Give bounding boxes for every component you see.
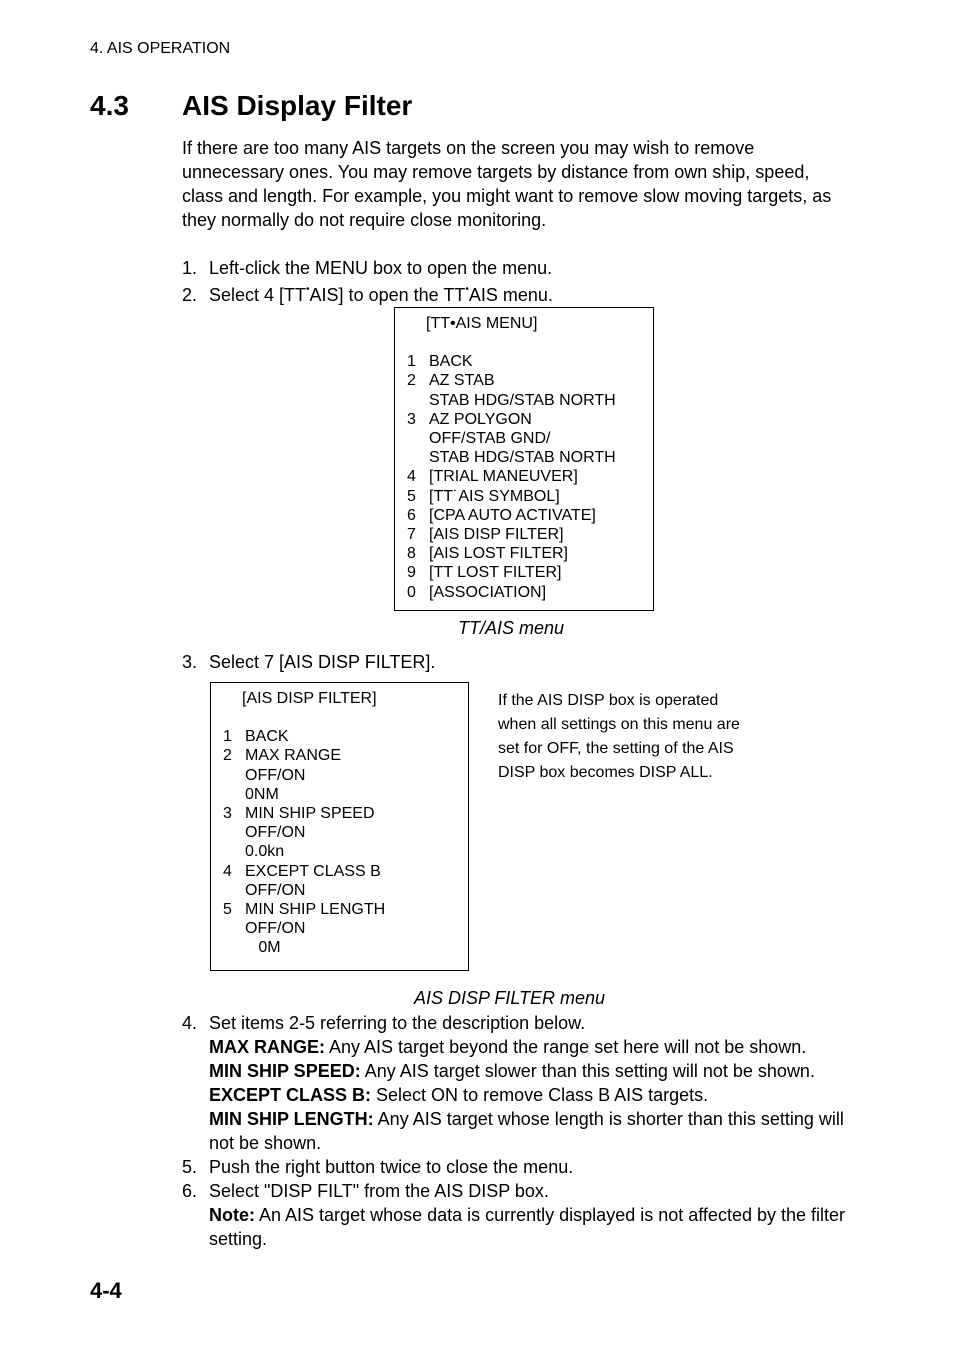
step-number: 5. xyxy=(182,1157,198,1177)
menu-item xyxy=(407,525,653,544)
menu-item xyxy=(407,410,653,429)
menu-item-number: 1 xyxy=(223,728,232,746)
step-text: Set items 2-5 referring to the description below. xyxy=(209,1013,586,1033)
menu-item-label: STAB HDG/STAB NORTH xyxy=(429,449,616,467)
step-text: Push the right button twice to close the menu. xyxy=(209,1157,574,1177)
menu-item-label: [AIS DISP FILTER] xyxy=(429,526,564,544)
step-3 xyxy=(182,650,435,674)
menu-item-number xyxy=(223,938,245,957)
menu-item-label: [CPA AUTO ACTIVATE] xyxy=(429,506,596,524)
menu-item-label: BACK xyxy=(429,353,473,371)
note-label: Note: xyxy=(209,1205,255,1225)
running-header: 4. AIS OPERATION xyxy=(90,40,231,57)
menu-item xyxy=(223,900,468,919)
menu-title: [AIS DISP FILTER] xyxy=(242,690,377,707)
menu-item-label: [ASSOCIATION] xyxy=(429,583,547,601)
menu-item-label: MAX RANGE xyxy=(245,747,342,765)
menu-item xyxy=(223,785,468,804)
description-label: MAX RANGE: xyxy=(209,1037,325,1057)
menu-item xyxy=(407,563,653,582)
filter-note xyxy=(209,1203,849,1251)
menu-item xyxy=(223,862,468,881)
step-6 xyxy=(182,1179,549,1203)
menu-item-label: 0.0kn xyxy=(245,843,285,861)
menu-item-label: [AIS LOST FILTER] xyxy=(429,545,568,563)
description-text: Any AIS target whose length is shorter than this setting will not be shown. xyxy=(209,1109,844,1153)
menu-item-label: 0M xyxy=(245,939,281,957)
description-label: MIN SHIP LENGTH: xyxy=(209,1109,374,1129)
step-number: 1. xyxy=(182,258,198,278)
menu-item xyxy=(407,352,653,371)
menu-item-number: 7 xyxy=(407,526,416,544)
menu-item-list xyxy=(223,727,468,957)
step-text-b: AIS] to open the TT xyxy=(309,285,466,305)
ais-disp-filter-menu-box xyxy=(210,682,469,971)
min-ship-speed-description xyxy=(209,1059,849,1083)
description-text: Select ON to remove Class B AIS targets. xyxy=(371,1085,709,1105)
menu-item-number: 5 xyxy=(223,901,232,919)
menu-item xyxy=(223,727,468,746)
step-2 xyxy=(182,280,553,307)
except-class-b-description xyxy=(209,1083,849,1107)
description-label: EXCEPT CLASS B: xyxy=(209,1085,372,1105)
menu-item-number: 9 xyxy=(407,564,416,582)
menu-item xyxy=(223,746,468,765)
page-number: 4-4 xyxy=(90,1278,122,1303)
menu-item-label: MIN SHIP SPEED xyxy=(245,805,375,823)
menu-item xyxy=(223,823,468,842)
menu-item-label: STAB HDG/STAB NORTH xyxy=(429,391,616,409)
step-5 xyxy=(182,1155,573,1179)
menu-item-number xyxy=(223,766,245,785)
menu-item-label: OFF/ON xyxy=(245,920,306,938)
menu-item-label: MIN SHIP LENGTH xyxy=(245,901,386,919)
step-text: Select "DISP FILT" from the AIS DISP box. xyxy=(209,1181,549,1201)
intro-text: If there are too many AIS targets on the screen you may wish to remove unnecessary ones. You may remove targets by distance from own ship, speed, class and length. For example, you might want to remove slow moving targets, as they normally do not require close monitoring. xyxy=(182,138,832,230)
menu-item xyxy=(223,842,468,861)
note-text: An AIS target whose data is currently displayed is not affected by the filter setting. xyxy=(209,1205,846,1249)
menu-item xyxy=(223,804,468,823)
menu-item-number: 3 xyxy=(223,805,232,823)
menu-item-number: 1 xyxy=(407,353,416,371)
step-text: Left-click the MENU box to open the menu. xyxy=(209,258,553,278)
menu-item xyxy=(407,583,653,602)
ais-disp-filter-caption: AIS DISP FILTER menu xyxy=(414,988,606,1008)
filter-side-note: If the AIS DISP box is operated when all settings on this menu are set for OFF, the setting of the AIS DISP box becomes DISP ALL. xyxy=(498,692,740,781)
menu-item-number xyxy=(407,391,429,410)
menu-item-number xyxy=(223,785,245,804)
menu-item xyxy=(223,919,468,938)
step-text: Select 7 [AIS DISP FILTER]. xyxy=(209,652,436,672)
menu-item-label: [TT LOST FILTER] xyxy=(429,564,562,582)
menu-item-number xyxy=(223,823,245,842)
menu-item-label: [TRIAL MANEUVER] xyxy=(429,468,578,486)
menu-item-label: BACK xyxy=(245,728,289,746)
step-1 xyxy=(182,256,552,280)
step-number: 3. xyxy=(182,652,198,672)
tt-ais-menu-box xyxy=(394,307,654,611)
bullet-dot: • xyxy=(306,284,310,295)
menu-item-number: 2 xyxy=(223,747,232,765)
menu-item-label: 0NM xyxy=(245,785,279,803)
menu-item xyxy=(407,467,653,486)
menu-item-label: EXCEPT CLASS B xyxy=(245,862,381,880)
menu-item-number: 4 xyxy=(407,468,416,486)
menu-item xyxy=(407,429,653,448)
menu-item-list xyxy=(407,352,653,602)
menu-item-number xyxy=(223,919,245,938)
menu-item-label: OFF/ON xyxy=(245,766,306,784)
note-paragraph xyxy=(209,1203,849,1251)
menu-item xyxy=(223,938,468,957)
bullet-dot: • xyxy=(465,284,469,295)
step-text-a: Select 4 [TT xyxy=(209,285,307,305)
step-text-c: AIS menu. xyxy=(468,285,553,305)
menu-item-number: 5 xyxy=(407,487,416,505)
menu-item xyxy=(407,391,653,410)
menu-item-label: [TT˙AIS SYMBOL] xyxy=(429,487,560,505)
section-title xyxy=(90,90,412,122)
min-ship-length-description xyxy=(209,1107,849,1155)
menu-item-number xyxy=(407,429,429,448)
menu-item-number: 8 xyxy=(407,545,416,563)
step-number: 6. xyxy=(182,1181,198,1201)
menu-item xyxy=(223,766,468,785)
step-number: 4. xyxy=(182,1013,198,1033)
description-text: Any AIS target slower than this setting will not be shown. xyxy=(360,1061,815,1081)
menu-item-label: AZ POLYGON xyxy=(429,410,532,428)
menu-item xyxy=(407,448,653,467)
setting-descriptions xyxy=(209,1035,849,1155)
menu-item-label: OFF/STAB GND/ xyxy=(429,430,551,448)
menu-item-number: 3 xyxy=(407,410,416,428)
menu-title: [TT•AIS MENU] xyxy=(426,315,538,332)
description-label: MIN SHIP SPEED: xyxy=(209,1061,361,1081)
menu-item xyxy=(407,544,653,563)
tt-ais-menu-caption: TT/AIS menu xyxy=(458,618,565,638)
menu-item-label: AZ STAB xyxy=(429,372,495,390)
menu-item-label: OFF/ON xyxy=(245,881,306,899)
step-4 xyxy=(182,1011,585,1035)
menu-item xyxy=(407,371,653,390)
section-title-text: AIS Display Filter xyxy=(182,90,413,121)
menu-item xyxy=(407,506,653,525)
section-number: 4.3 xyxy=(90,90,129,121)
max-range-description xyxy=(209,1035,849,1059)
step-number: 2. xyxy=(182,285,198,305)
menu-item-number xyxy=(223,842,245,861)
intro-paragraph xyxy=(182,136,842,232)
menu-item xyxy=(223,881,468,900)
menu-item-number xyxy=(223,881,245,900)
menu-item-number: 6 xyxy=(407,506,416,524)
menu-item-number: 4 xyxy=(223,862,232,880)
menu-item-label: OFF/ON xyxy=(245,824,306,842)
menu-item-number: 2 xyxy=(407,372,416,390)
menu-item xyxy=(407,487,653,506)
menu-item-number xyxy=(407,448,429,467)
description-text: Any AIS target beyond the range set here will not be shown. xyxy=(325,1037,807,1057)
menu-item-number: 0 xyxy=(407,583,416,601)
